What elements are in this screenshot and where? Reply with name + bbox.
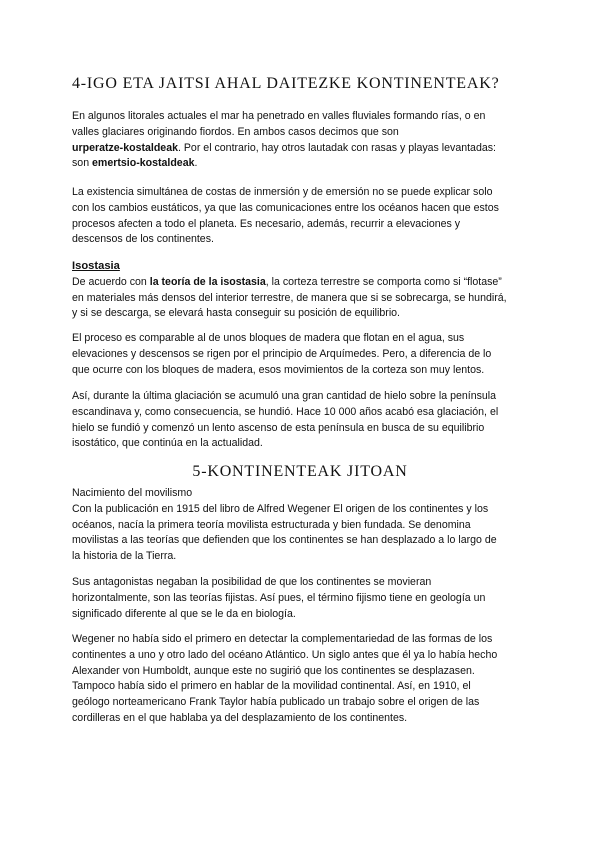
text-line: La existencia simultánea de costas de inmersión y de emersión no se puede explicar solo [72,186,493,198]
text-line [72,275,534,291]
text-line: El proceso es comparable al de unos bloques de madera que flotan en el agua, sus [72,332,465,344]
text-line: Wegener no había sido el primero en detectar la complementariedad de las formas de los [72,633,493,645]
paragraph-eustatic [72,185,534,248]
term-isostasia-theory: la teoría de la isostasia [149,275,266,288]
text-line: Tampoco había sido el primero en hablar de la movilidad continental. Así, en 1910, el [72,680,471,693]
text-line: En algunos litorales actuales el mar ha penetrado en valles fluviales formando rías, o en [72,110,486,122]
text-line: valles glaciares originando fiordos. En ambos casos decimos que son [72,125,399,138]
text-line: significado diferente al que se le da en biología. [72,607,296,620]
text-line: Sus antagonistas negaban la posibilidad de que los continentes se movieran [72,576,432,588]
text-line: elevaciones y descensos se rigen por el principio de Arquímedes. Pero, a diferencia de lo [72,347,492,360]
text-line: Alexander von Humboldt, aunque este no sugirió que los continentes se desplazasen. [72,664,475,677]
section-4-title: 4-IGO ETA JAITSI AHAL DAITEZKE KONTINENTEAK? [72,75,500,92]
text-line [72,141,534,157]
paragraph-glaciation [72,389,534,452]
paragraph-coasts [72,109,534,172]
text-line: escandinava y, como consecuencia, se hundió. Hace 10 000 años acabó esa glaciación, el [72,405,499,418]
text-line: Con la publicación en 1915 del libro de Alfred Wegener El origen de los continentes y los [72,502,489,515]
text-fragment: , la corteza terrestre se comporta como si “flotase” [265,275,502,288]
paragraph-wegener [72,632,534,727]
text-line: en materiales más densos del interior terrestre, de manera que si se sobrecarga, se hundirá, [72,291,507,304]
isostasia-heading: Isostasia [72,260,120,272]
text-fragment: . [194,157,198,170]
text-line: la historia de la Tierra. [72,550,177,563]
text-line: con los cambios eustáticos, ya que las comunicaciones entre los océanos hacen que estos [72,201,499,214]
isostasia-section [72,259,534,322]
text-line: horizontalmente, son las teorías fijistas. Así pues, el término fijismo tiene en geología un [72,591,486,604]
text-line: océanos, nacía la primera teoría movilista estructurada y bien fundada. Se denomina [72,518,471,531]
text-line [72,156,534,172]
text-line: movilistas a las teorías que defienden que los continentes se han desplazado a lo largo de [72,534,497,547]
text-fragment: . Por el contrario, hay otros lautadak con rasas y playas levantadas: [177,141,496,154]
term-emertsio: emertsio-kostaldeak [92,157,195,170]
text-line: Así, durante la última glaciación se acumuló una gran cantidad de hielo sobre la península [72,390,497,402]
text-line: continentes a uno y otro lado del océano Atlántico. Un siglo antes que él ya lo había hecho [72,648,498,661]
text-line: geólogo norteamericano Frank Taylor había publicado un trabajo sobre el origen de las [72,696,480,709]
text-line: procesos afecten a todo el planeta. Es necesario, además, recurrir a elevaciones y [72,217,461,230]
text-line: descensos de los continentes. [72,233,214,246]
text-line: que ocurre con los bloques de madera, esos movimientos de la corteza son muy lentos. [72,363,485,376]
text-fragment: son [72,157,93,170]
paragraph-fijismo [72,575,534,622]
text-line: Nacimiento del movilismo [72,487,193,499]
text-line: y si se descarga, se elevará hasta conseguir su posición de equilibrio. [72,307,401,320]
text-line: isostático, que continúa en la actualidad. [72,437,263,450]
term-urperatze: urperatze-kostaldeak [72,141,178,154]
text-line: hielo se fundió y comenzó un lento ascenso de esta península en busca de su equilibrio [72,421,485,434]
section-5-title: 5-KONTINENTEAK JITOAN [192,463,408,480]
paragraph-archimedes [72,331,534,378]
text-fragment: De acuerdo con [72,275,150,288]
paragraph-movilismo [72,486,534,565]
text-line: cordilleras en el que hablaba ya del desplazamiento de los continentes. [72,711,408,724]
